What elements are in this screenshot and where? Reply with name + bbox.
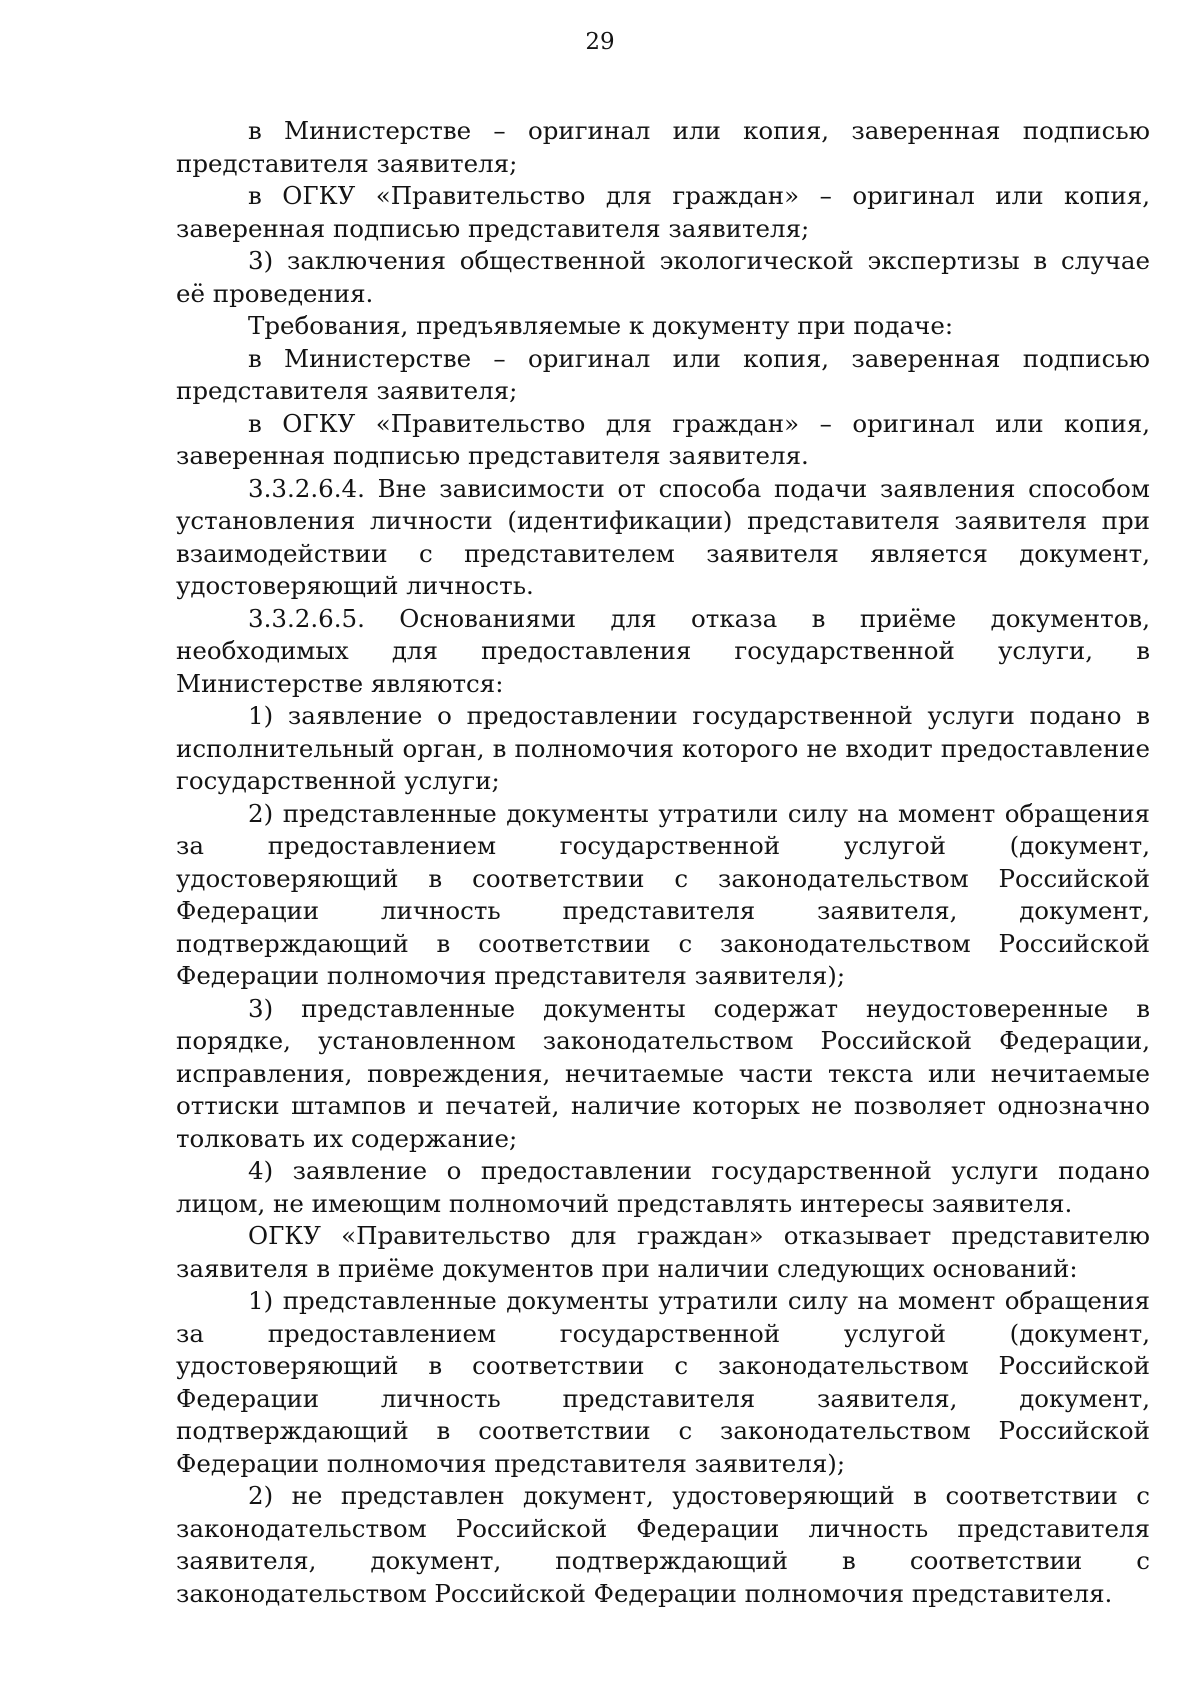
paragraph: 2) не представлен документ, удостоверяющий в соответствии с законодательством Российской Федерации личность представителя заявителя, документ, подтверждающий в соответствии с законодательством Российской Федерации полномочия представителя. bbox=[176, 1481, 1150, 1608]
page-number: 29 bbox=[585, 29, 615, 55]
paragraph: 3.3.2.6.4. Вне зависимости от способа подачи заявления способом установления личности (идентификации) представителя заявителя при взаимодействии с представителем заявителя является документ, удостоверяющий личность. bbox=[176, 473, 1150, 600]
paragraph: в ОГКУ «Правительство для граждан» – оригинал или копия, заверенная подписью представителя заявителя; bbox=[176, 181, 1150, 243]
paragraph: в Министерстве – оригинал или копия, заверенная подписью представителя заявителя; bbox=[176, 116, 1150, 178]
paragraph: в ОГКУ «Правительство для граждан» – оригинал или копия, заверенная подписью представителя заявителя. bbox=[176, 408, 1150, 470]
paragraph: Требования, предъявляемые к документу при подаче: bbox=[248, 311, 954, 340]
paragraph: в Министерстве – оригинал или копия, заверенная подписью представителя заявителя; bbox=[176, 343, 1150, 405]
paragraph: ОГКУ «Правительство для граждан» отказывает представителю заявителя в приёме документов при наличии следующих оснований: bbox=[176, 1221, 1150, 1283]
paragraph: 3) представленные документы содержат неудостоверенные в порядке, установленном законодательством Российской Федерации, исправления, повреждения, нечитаемые части текста или нечитаемые оттиски штампов и печатей, наличие которых не позволяет однозначно толковать их содержание; bbox=[176, 993, 1150, 1153]
paragraph: 3.3.2.6.5. Основаниями для отказа в приёме документов, необходимых для предоставления государственной услуги, в Министерстве являются: bbox=[176, 603, 1150, 698]
paragraph: 4) заявление о предоставлении государственной услуги подано лицом, не имеющим полномочий представлять интересы заявителя. bbox=[176, 1156, 1150, 1218]
paragraph: 2) представленные документы утратили силу на момент обращения за предоставлением государственной услугой (документ, удостоверяющий в соответствии с законодательством Российской Федерации личность представителя заявителя, документ, подтверждающий в соответствии с законодательством Российской Федерации полномочия представителя заявителя); bbox=[176, 798, 1150, 990]
paragraph: 1) заявление о предоставлении государственной услуги подано в исполнительный орган, в полномочия которого не входит предоставление государственной услуги; bbox=[176, 701, 1150, 795]
paragraph: 1) представленные документы утратили силу на момент обращения за предоставлением государственной услугой (документ, удостоверяющий в соответствии с законодательством Российской Федерации личность представителя заявителя, документ, подтверждающий в соответствии с законодательством Российской Федерации полномочия представителя заявителя); bbox=[176, 1286, 1150, 1478]
document-body bbox=[176, 115, 1150, 1610]
paragraph: 3) заключения общественной экологической экспертизы в случае её проведения. bbox=[176, 246, 1150, 308]
